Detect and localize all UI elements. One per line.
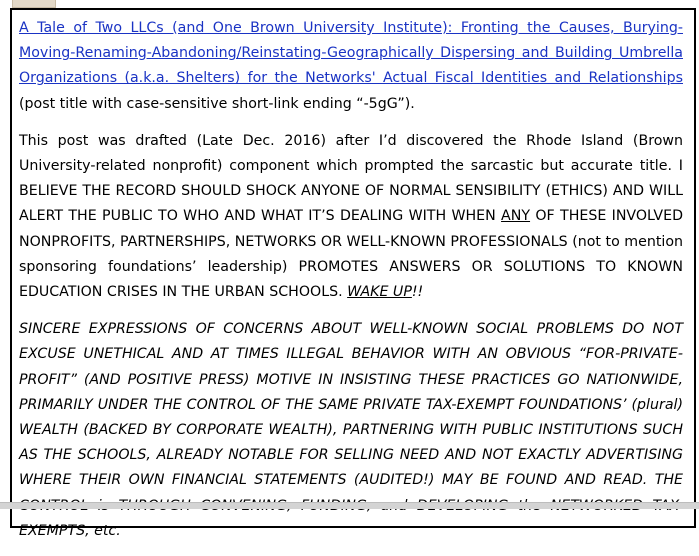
wake-up-exclamation: !! [411, 284, 424, 301]
wake-up-emphasis: WAKE UP [347, 284, 412, 301]
drafted-text-part1: This post was drafted (Late Dec. 2016) after I’d discovered the Rhode Island (Brown University-related nonprofit) component which prompted the sarcastic but accurate title. I BELIEVE THE RECORD SHOULD SHOCK ANYONE OF NORMAL SENSIBILITY (ETHICS) AND WILL ALERT THE PUBLIC TO WHO AND WHAT IT’S DEALING WITH WHEN [19, 132, 683, 225]
top-tab [12, 0, 56, 8]
sincere-expressions-paragraph: SINCERE EXPRESSIONS OF CONCERNS ABOUT WELL-KNOWN SOCIAL PROBLEMS DO NOT EXCUSE UNETHICAL AND AT TIMES ILLEGAL BEHAVIOR WITH AN OBVIOUS “FOR-PRIVATE-PROFIT” (AND POSITIVE PRESS) MOTIVE IN INSISTING THESE PRACTICES GO NATIONWIDE, PRIMARILY UNDER THE CONTROL OF THE SAME PRIVATE TAX-EXEMPT FOUNDATIONS’ (plural) WEALTH (BACKED BY CORPORATE WEALTH), PARTNERING WITH PUBLIC INSTITUTIONS SUCH AS THE SCHOOLS, ALREADY NOTABLE FOR SELLING NEED AND NOT EXACTLY ADVERTISING WHERE THEIR OWN FINANCIAL STATEMENTS (AUDITED!) MAY BE FOUND AND READ. THE EXEMPTS, etc. [19, 321, 683, 539]
drafted-text-part2: OF THESE INVOLVED NONPROFITS, PARTNERSHIPS, NETWORKS OR WELL-KNOWN PROFESSIONALS (not to mention sponsoring foundations’ leadership) PROMOTES ANSWERS OR SOLUTIONS TO KNOWN EDUCATION CRISES IN THE URBAN SCHOOLS. [19, 208, 683, 301]
bottom-scroll-bar[interactable] [0, 502, 699, 509]
drafted-paragraph [19, 129, 683, 305]
intro-paragraph [19, 16, 683, 117]
any-emphasis: ANY [501, 208, 531, 225]
post-title-link[interactable]: A Tale of Two LLCs (and One Brown University Institute): Fronting the Causes, Burying-Moving-Renaming-Abandoning/Reinstating-Geographically Dispersing and Building Umbrella Organizations (a.k.a. Shelters) for the Networks' Actual Fiscal Identities and Relationships [19, 20, 683, 87]
post-content [19, 16, 683, 556]
intro-suffix: (post title with case-sensitive short-link ending “-5gG”). [19, 95, 415, 112]
